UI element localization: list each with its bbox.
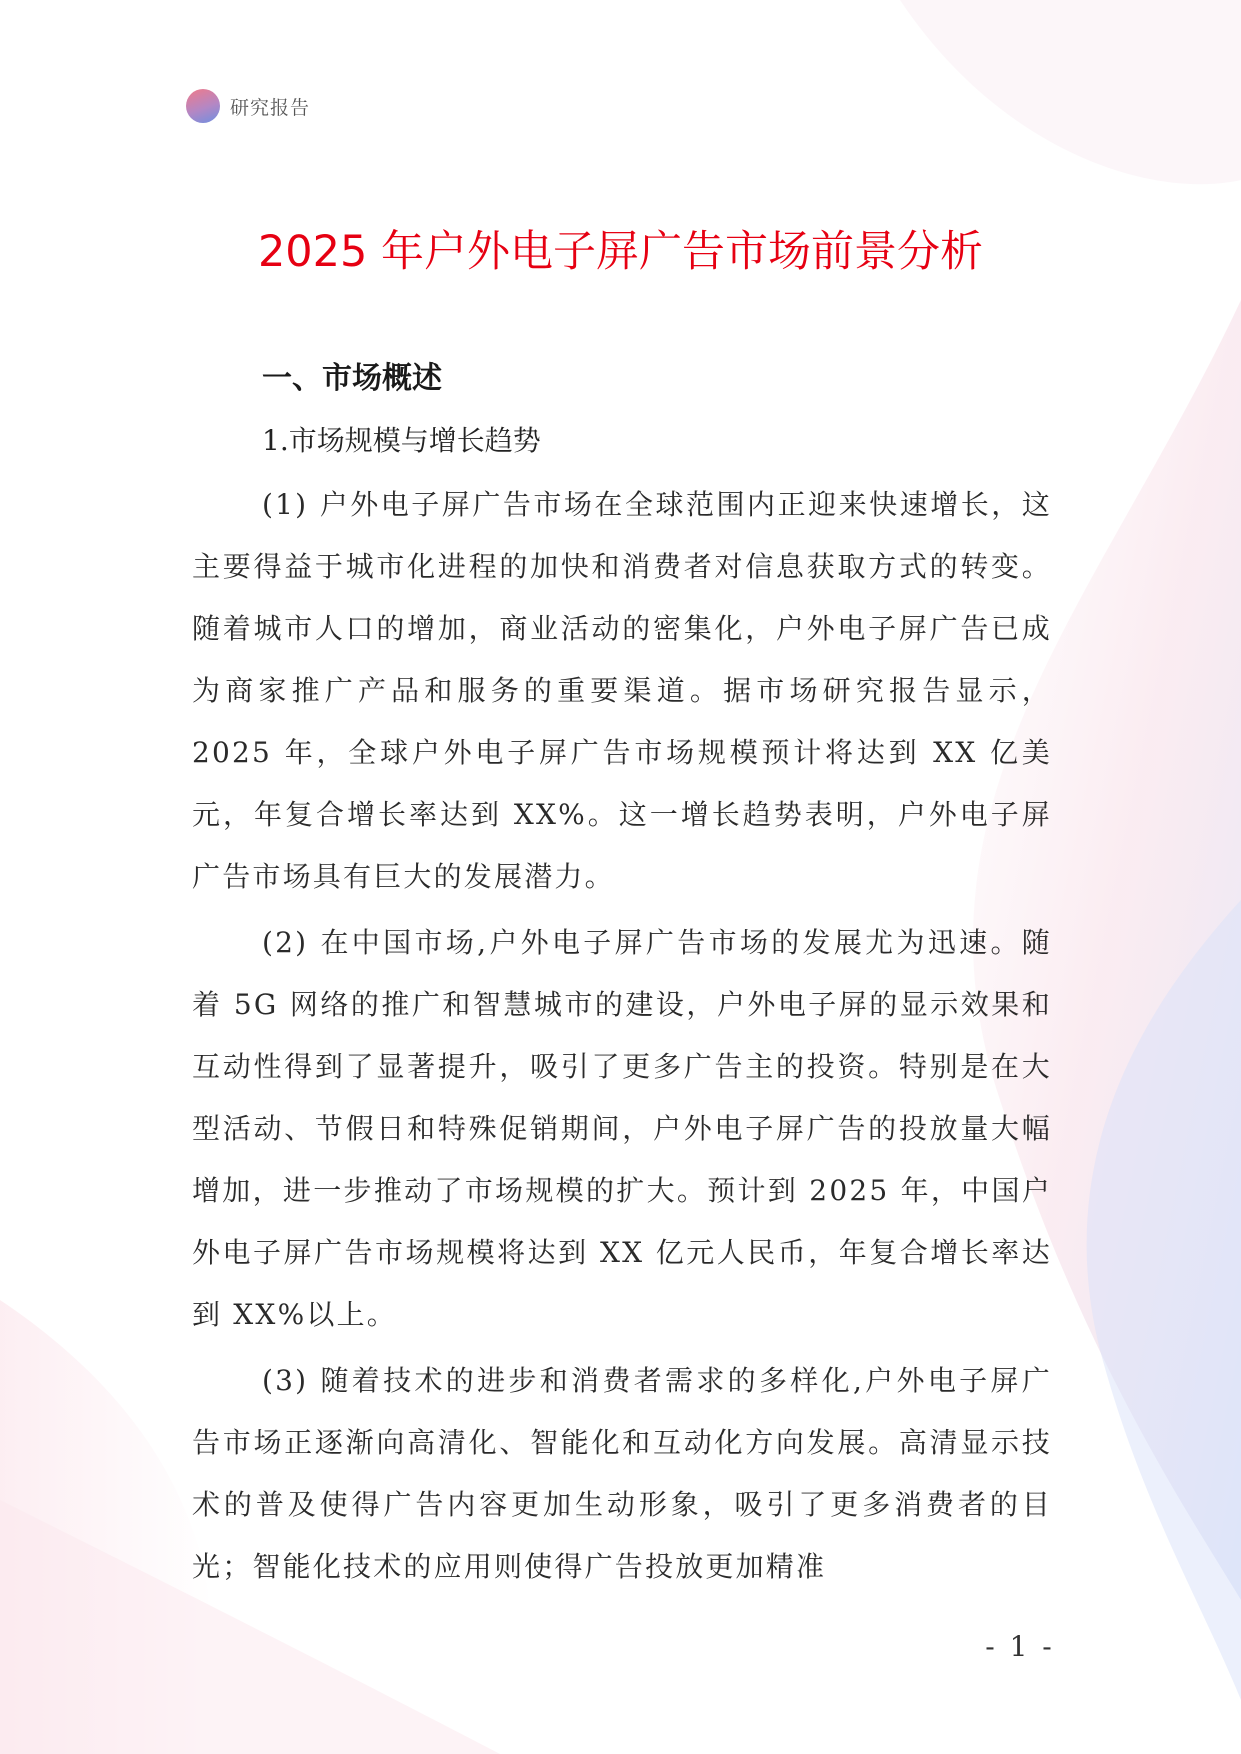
page-title: 2025 年户外电子屏广告市场前景分析 (257, 227, 984, 277)
section-heading: 一、市场概述 (262, 361, 442, 396)
document-body (192, 354, 1052, 1598)
subsection-heading: 1.市场规模与增长趋势 (262, 424, 541, 457)
paragraph-3: (3) 随着技术的进步和消费者需求的多样化,户外电子屏广告市场正逐渐向高清化、智能化和互动化方向发展。高清显示技术的普及使得广告内容更加生动形象，吸引了更多消费者的目光；智能化技术的应用则使得广告投放更加精准 (192, 1364, 1052, 1583)
page-number: - 1 - (985, 1630, 1055, 1663)
logo-circle-icon (186, 89, 220, 123)
paragraph-1: (1) 户外电子屏广告市场在全球范围内正迎来快速增长，这主要得益于城市化进程的加快和消费者对信息获取方式的转变。随着城市人口的增加，商业活动的密集化，户外电子屏广告已成为商家推广产品和服务的重要渠道。据市场研究报告显示，2025 年，全球户外电子屏广告市场规模预计将达到 XX 亿美元，年复合增长率达到 XX%。这一增长趋势表明，户外电子屏广告市场具有巨大的发展潜力。 (192, 488, 1052, 893)
paragraph-2: (2) 在中国市场,户外电子屏广告市场的发展尤为迅速。随着 5G 网络的推广和智慧城市的建设，户外电子屏的显示效果和互动性得到了显著提升，吸引了更多广告主的投资。特别是在大型活动、节假日和特殊促销期间，户外电子屏广告的投放量大幅增加，进一步推动了市场规模的扩大。预计到 2025 年，中国户外电子屏广告市场规模将达到 XX 亿元人民币，年复合增长率达到 XX%以上。 (192, 926, 1052, 1331)
report-header (186, 88, 310, 124)
header-label: 研究报告 (230, 96, 311, 119)
